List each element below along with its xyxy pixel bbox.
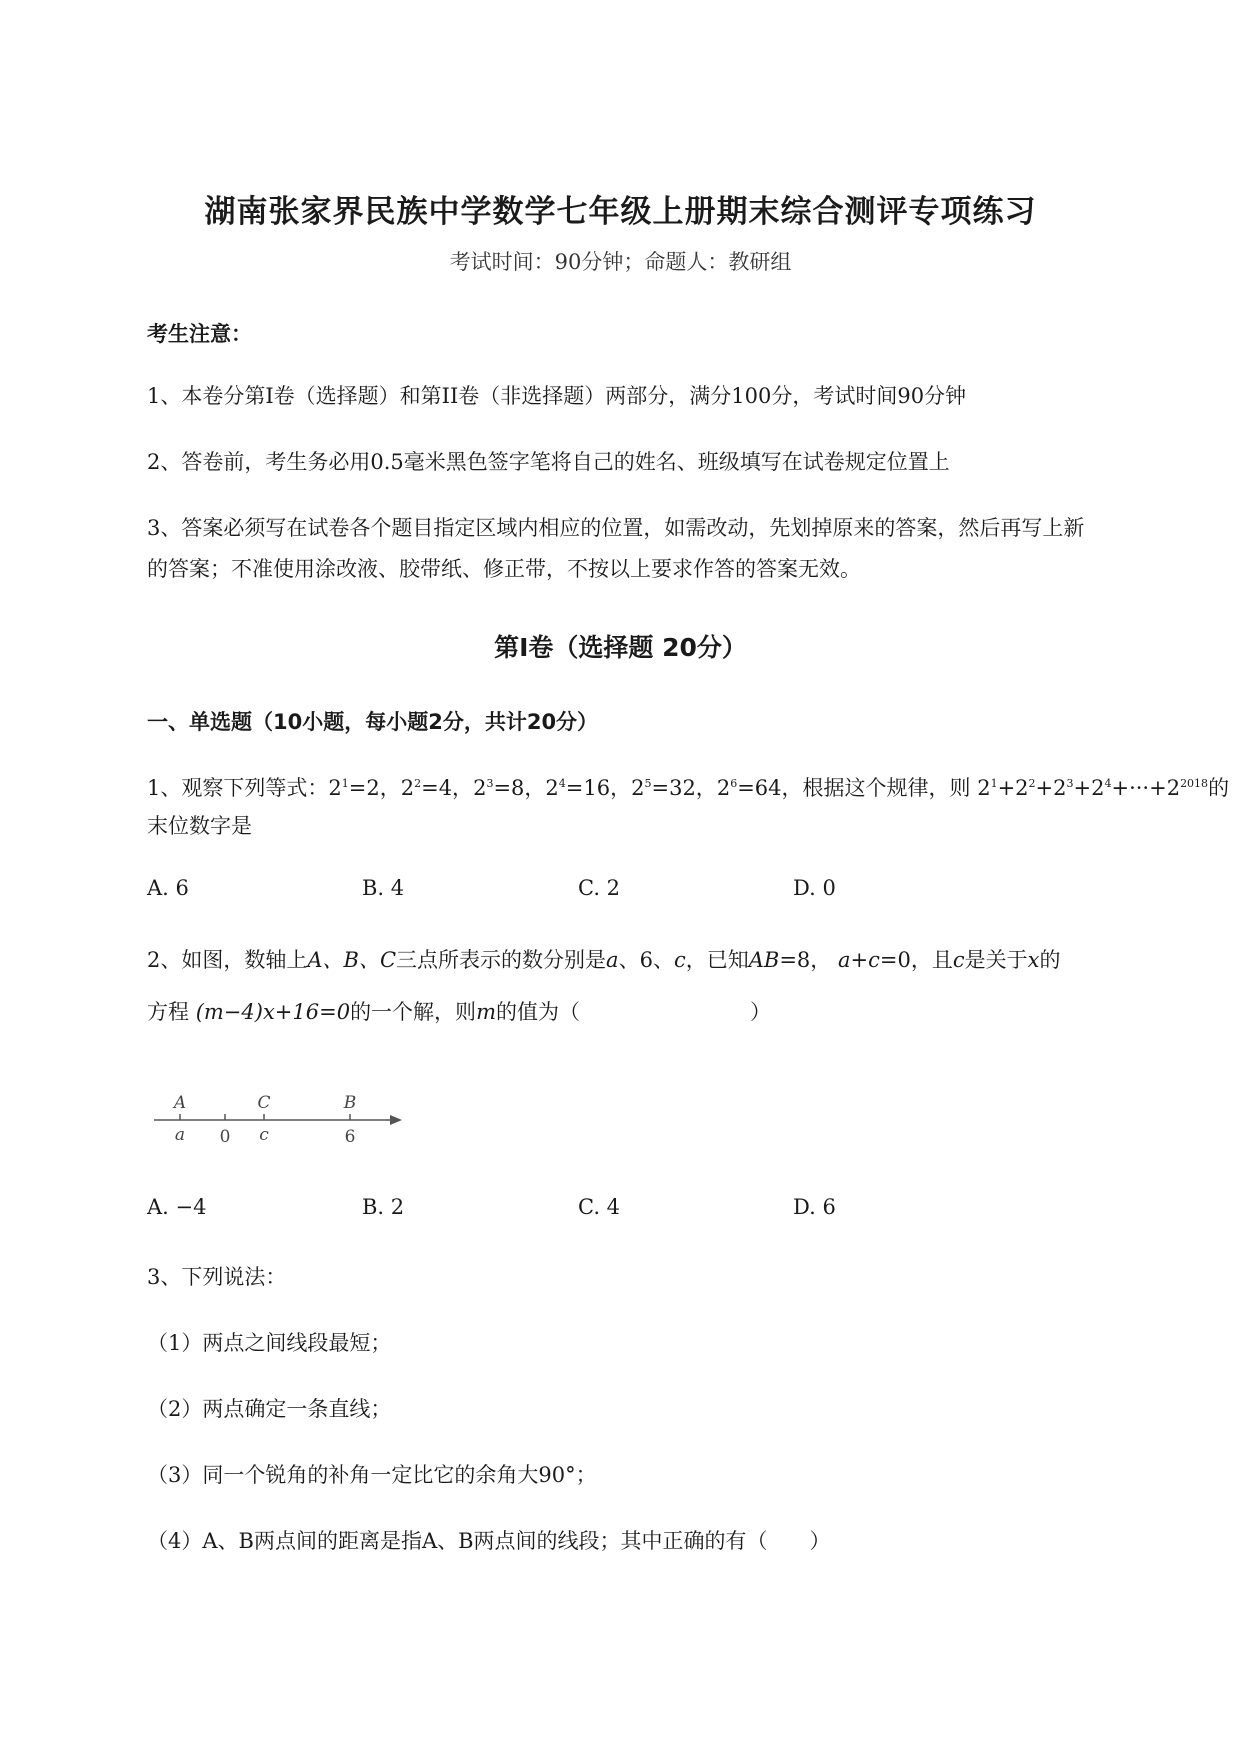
- value-label-0: 0: [219, 1127, 231, 1147]
- q2-option-d: D. 6: [793, 1195, 836, 1219]
- q1-option-b: B. 4: [362, 876, 405, 900]
- number-line-figure: [150, 1090, 410, 1150]
- point-label-c-upper: C: [257, 1093, 271, 1113]
- point-label-a-upper: A: [173, 1093, 187, 1113]
- notice-item-2: 2、答卷前，考生务必用0.5毫米黑色签字笔将自己的姓名、班级填写在试卷规定位置上: [147, 450, 950, 474]
- q2-option-c: C. 4: [578, 1195, 621, 1219]
- q2-option-b: B. 2: [362, 1195, 405, 1219]
- question-1-line-1: 1、观察下列等式：$2^1=2$，$2^2=4$，$2^3=8$，$2^4=16$，$2^5=32$，$2^6=64$，根据这个规律，则 $2^1+2^2+2^3+2^4+\cdot\cdot\cdot+2^{2018}$的: [147, 776, 1230, 800]
- notice-item-1: 1、本卷分第I卷（选择题）和第II卷（非选择题）两部分，满分100分，考试时间90分钟: [147, 384, 967, 408]
- q1-option-d: D. 0: [793, 876, 836, 900]
- value-label-a: a: [174, 1125, 186, 1145]
- part-title: 一、单选题（10小题，每小题2分，共计20分）: [147, 710, 599, 734]
- value-label-c: c: [259, 1125, 269, 1145]
- question-3-intro: 3、下列说法：: [147, 1265, 287, 1289]
- notice-heading: 考生注意：: [147, 321, 252, 346]
- q1-option-c: C. 2: [578, 876, 621, 900]
- point-label-b-upper: B: [343, 1093, 357, 1113]
- q2-option-a: A. −4: [147, 1195, 207, 1219]
- question-2-line-2: 方程 (m−4)x+16=0的一个解，则m的值为（ ）: [147, 1000, 771, 1024]
- question-1-line-2: 末位数字是: [147, 814, 252, 838]
- question-3-item-1: （1）两点之间线段最短；: [147, 1331, 392, 1355]
- notice-item-3-cont: 的答案；不准使用涂改液、胶带纸、修正带，不按以上要求作答的答案无效。: [147, 557, 861, 581]
- question-3-item-2: （2）两点确定一条直线；: [147, 1397, 392, 1421]
- page-title: 湖南张家界民族中学数学七年级上册期末综合测评专项练习: [204, 194, 1037, 230]
- exam-meta: 考试时间：90分钟；命题人：教研组: [449, 250, 792, 274]
- number-line-arrow-icon: [390, 1115, 402, 1125]
- question-3-item-3: （3）同一个锐角的补角一定比它的余角大90°；: [147, 1463, 597, 1487]
- question-3-item-4: （4）A、B两点间的距离是指A、B两点间的线段；其中正确的有（ ）: [147, 1529, 831, 1553]
- notice-item-3: 3、答案必须写在试卷各个题目指定区域内相应的位置，如需改动，先划掉原来的答案，然后再写上新: [147, 516, 1085, 540]
- section-title: 第I卷（选择题 20分）: [494, 633, 747, 662]
- q1-option-a: A. 6: [147, 876, 189, 900]
- value-label-6: 6: [344, 1127, 356, 1147]
- question-2-line-1: 2、如图，数轴上A、B、C三点所表示的数分别是a、6、c，已知AB=8， a+c=0，且c是关于x的: [147, 948, 1061, 972]
